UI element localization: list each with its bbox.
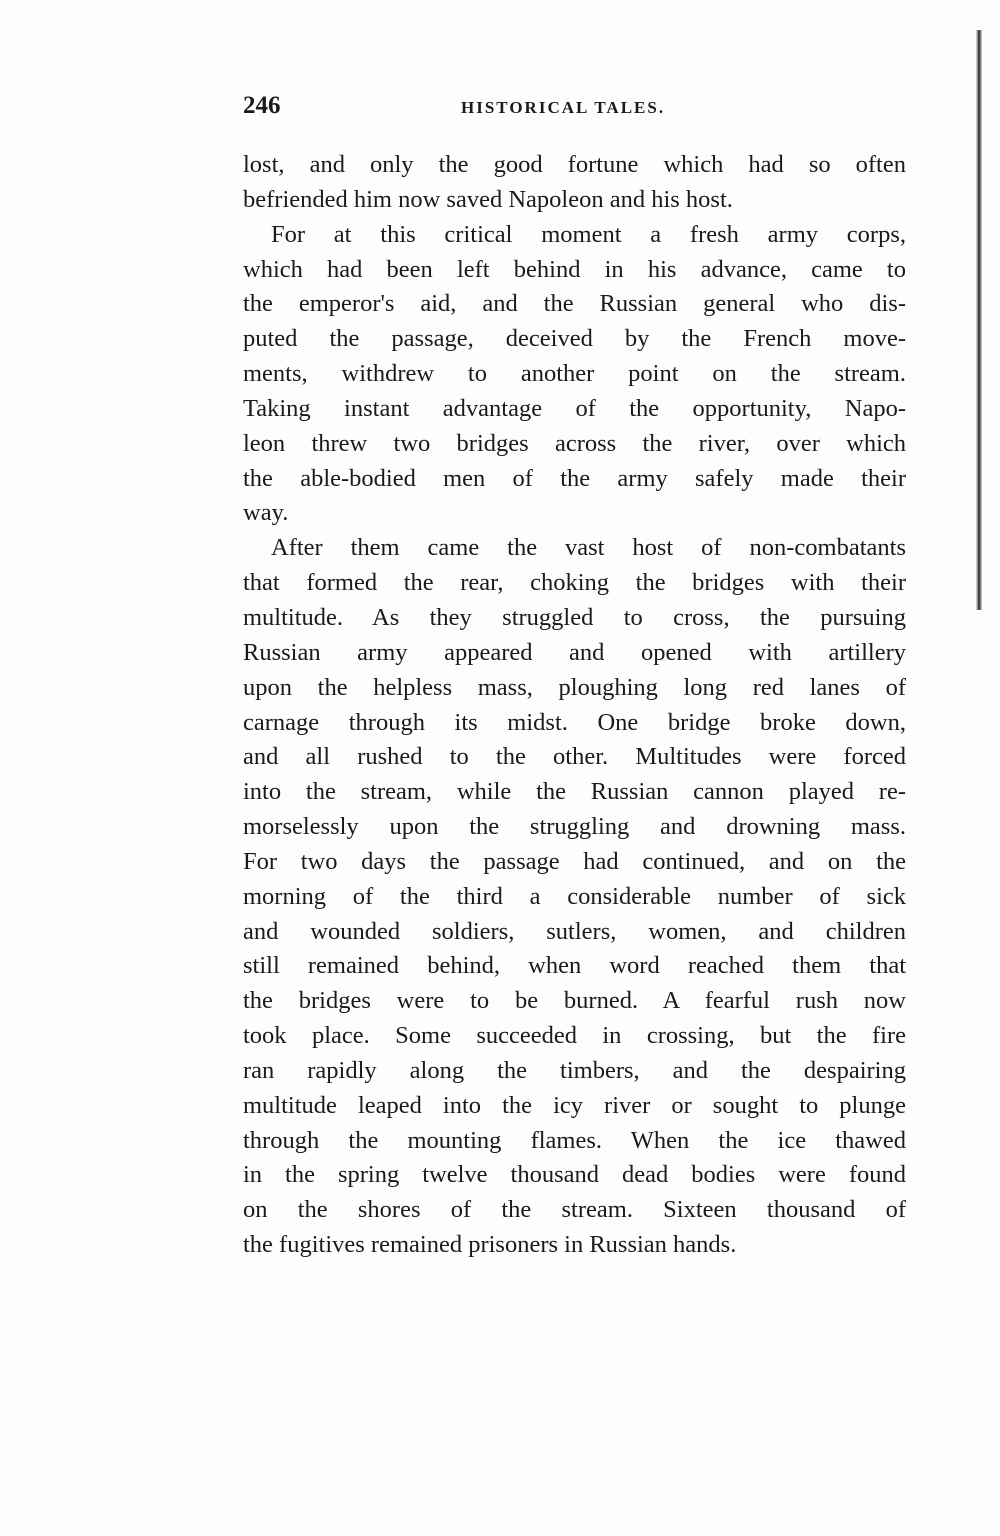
text-line: that formed the rear, choking the bridges with their [243,569,906,597]
text-line: puted the passage, deceived by the French move- [243,325,906,353]
body-text [243,148,906,1263]
text-line: and all rushed to the other. Multitudes were forced [243,743,906,771]
text-line: carnage through its midst. One bridge broke down, [243,708,906,736]
running-title: HISTORICAL TALES. [461,98,666,117]
text-line: morning of the third a considerable number of sick [243,882,906,910]
text-line: the able-bodied men of the army safely made their [243,464,906,492]
text-line: took place. Some succeeded in crossing, but the fire [243,1022,906,1050]
text-line: multitude. As they struggled to cross, the pursuing [243,603,906,631]
text-line: and wounded soldiers, sutlers, women, and children [243,917,906,945]
text-line: into the stream, while the Russian cannon played re- [243,778,906,806]
text-line: in the spring twelve thousand dead bodies were found [243,1161,906,1189]
text-line: lost, and only the good fortune which had so often [243,151,906,178]
text-line: the bridges were to be burned. A fearful rush now [243,987,906,1015]
page-number: 246 [243,92,281,119]
text-line: still remained behind, when word reached them that [243,952,906,980]
text-line: For two days the passage had continued, and on the [243,847,906,875]
text-line: Russian army appeared and opened with artillery [243,638,906,666]
text-line: morselessly upon the struggling and drowning mass. [243,813,906,841]
text-line: After them came the vast host of non-combatants [271,534,906,562]
text-line: which had been left behind in his advance, came to [243,255,906,283]
text-line: multitude leaped into the icy river or sought to plunge [243,1091,906,1119]
running-head [243,92,906,124]
text-line: on the shores of the stream. Sixteen thousand of [243,1196,906,1224]
text-line: Taking instant advantage of the opportunity, Napo- [243,394,906,422]
text-line: upon the helpless mass, ploughing long red lanes of [243,673,906,701]
text-line: befriended him now saved Napoleon and his host. [243,185,733,213]
text-line: ran rapidly along the timbers, and the despairing [243,1056,906,1084]
text-line: through the mounting flames. When the ice thawed [243,1126,906,1154]
text-line: For at this critical moment a fresh army corps, [271,220,906,248]
page-edge-shadow [976,30,982,610]
text-line: the emperor's aid, and the Russian general who dis- [243,290,906,318]
text-line: way. [243,499,289,527]
text-line: the fugitives remained prisoners in Russian hands. [243,1231,737,1259]
text-line: leon threw two bridges across the river, over which [243,429,906,457]
text-line: ments, withdrew to another point on the stream. [243,360,906,388]
